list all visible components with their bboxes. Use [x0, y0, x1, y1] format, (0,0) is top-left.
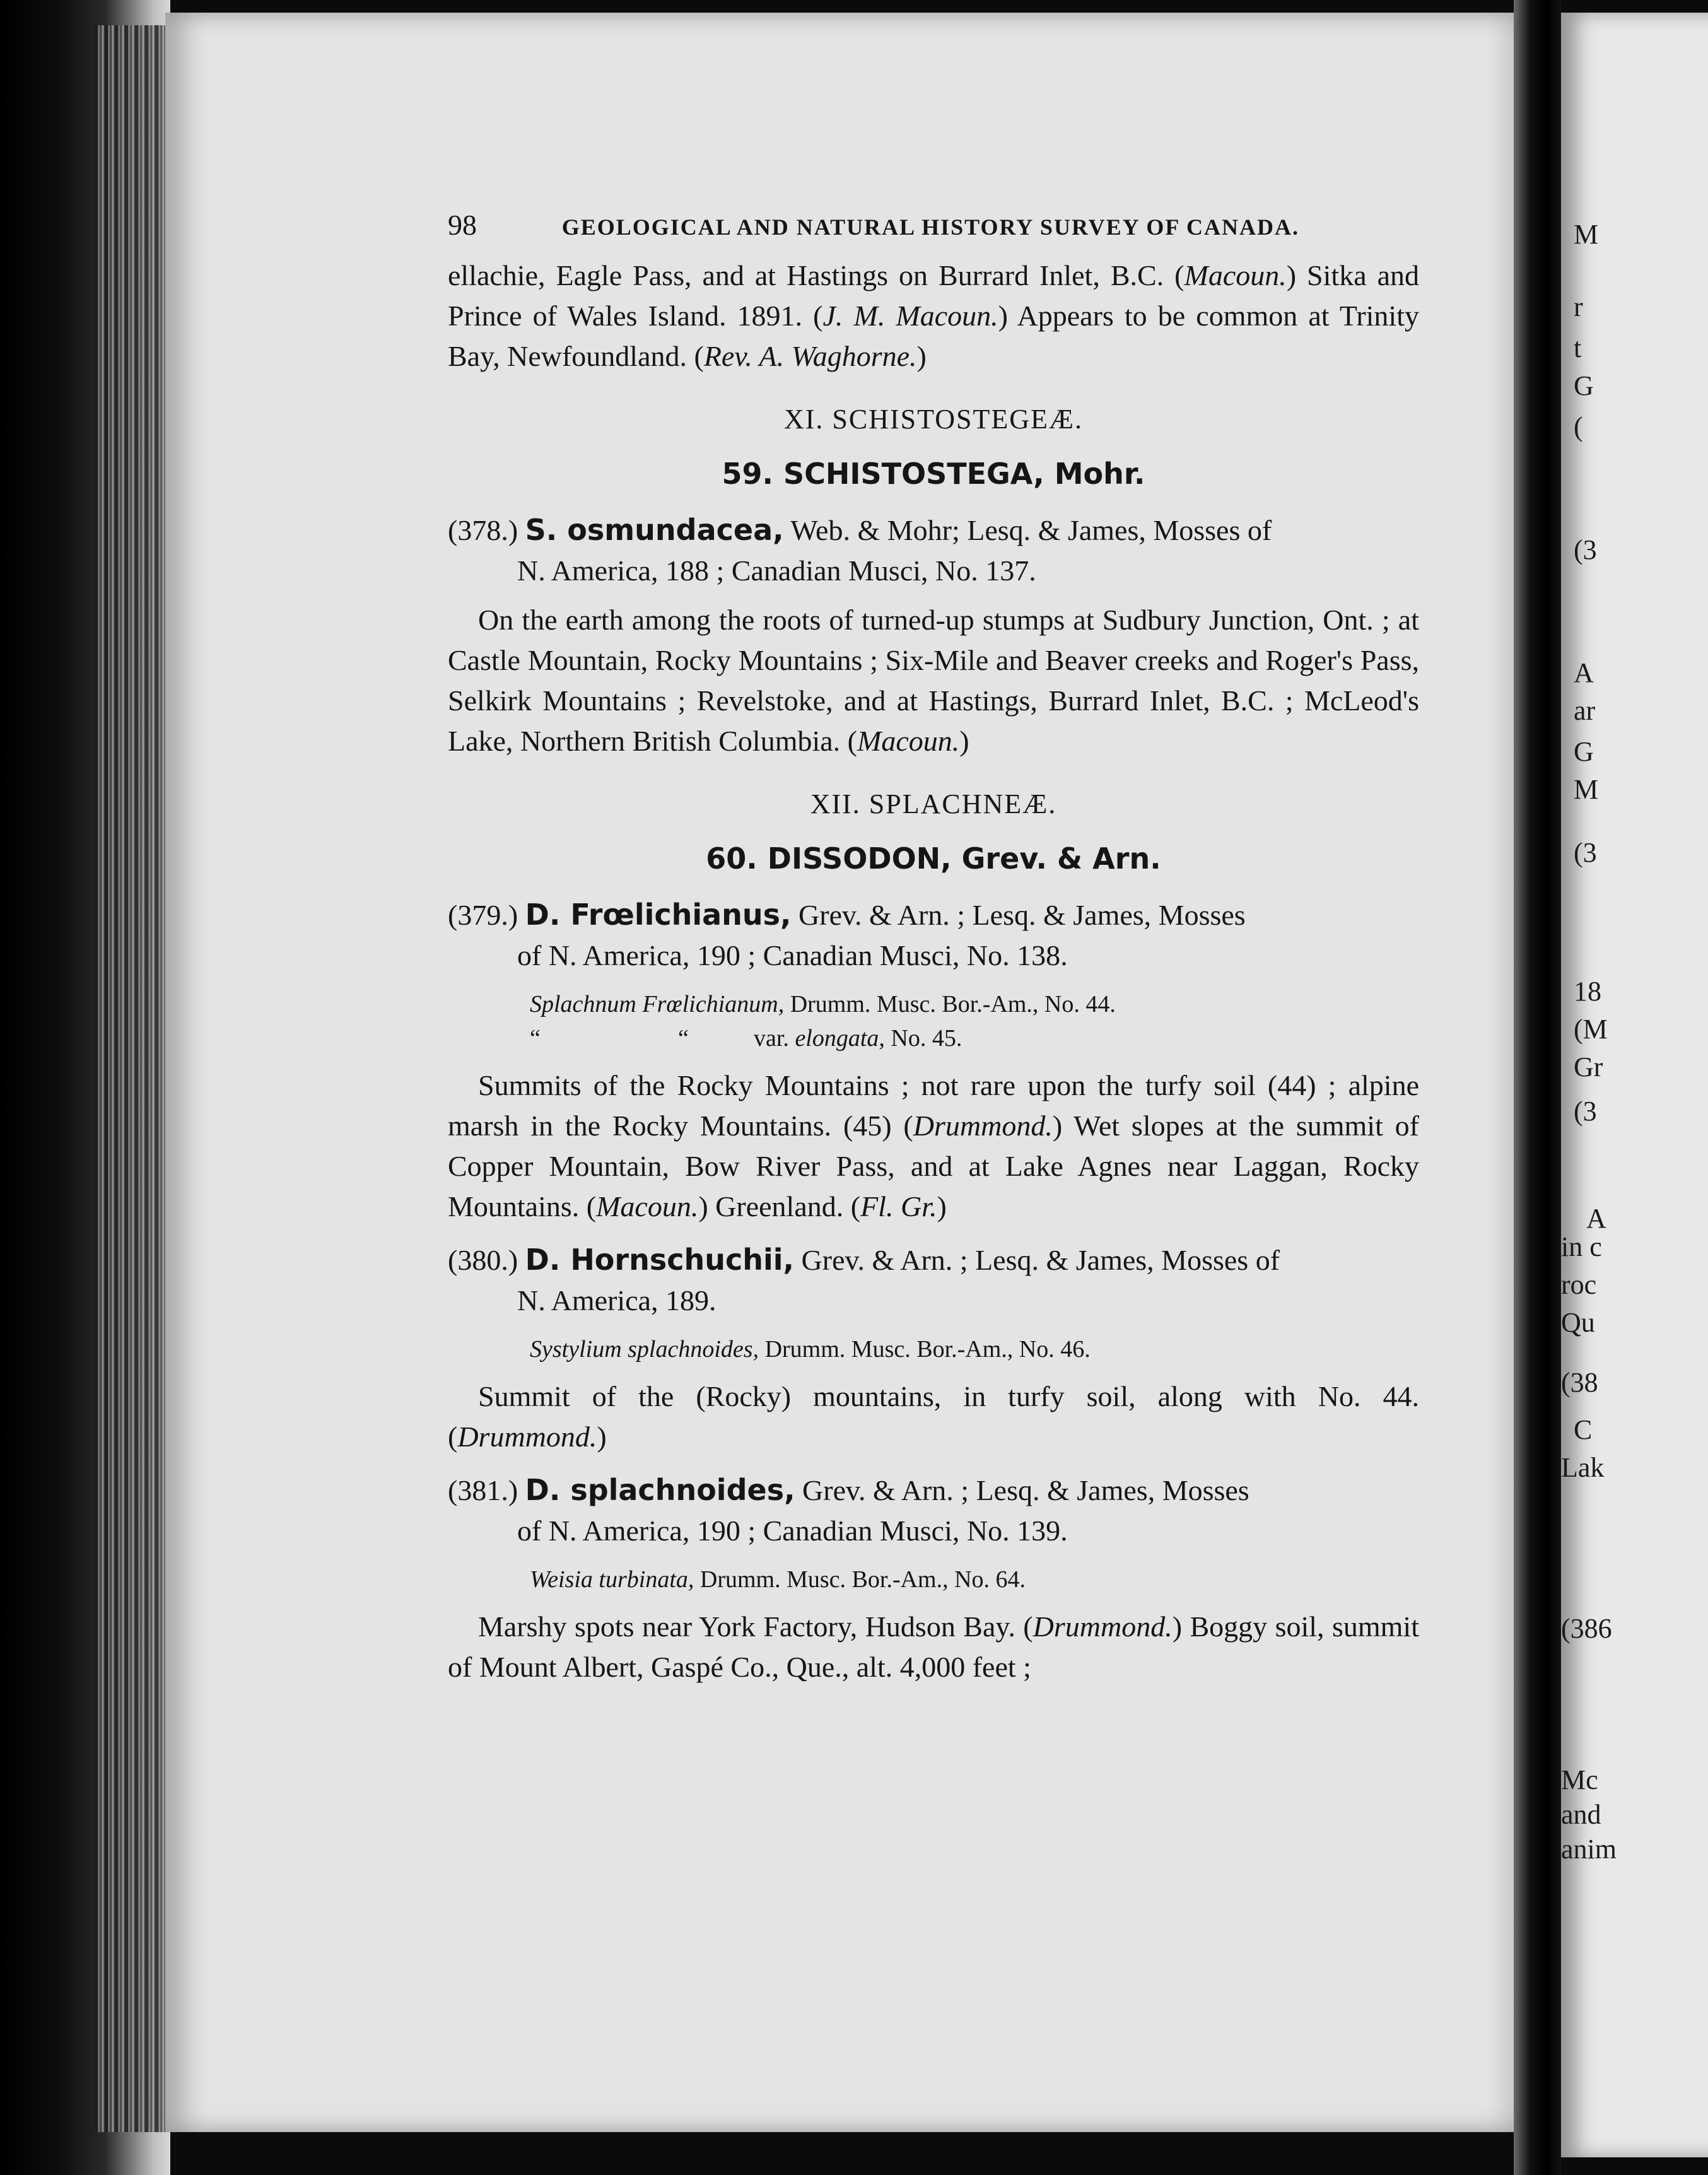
right-page-text-fragment: r [1574, 291, 1583, 322]
synonym-block-379: Splachnum Frœlichianum, Drumm. Musc. Bor.-Am., No. 44. “ “ var. elongata, No. 45. [530, 991, 1116, 1052]
right-page-text-fragment: ( [1574, 411, 1583, 442]
right-page-text-fragment: and [1561, 1799, 1601, 1830]
right-page-text-fragment: in c [1561, 1231, 1602, 1262]
right-page-text-fragment: 18 [1574, 976, 1601, 1007]
right-page-text-fragment: Mc [1561, 1764, 1598, 1795]
page-stack-edges [95, 25, 170, 2132]
right-page-text-fragment: Lak [1561, 1452, 1605, 1483]
running-header [448, 208, 1299, 242]
right-page-text-fragment: G [1574, 370, 1594, 401]
entry-number: (380.) [448, 1244, 518, 1276]
intro-paragraph: ellachie, Eagle Pass, and at Hastings on Burrard Inlet, B.C. (Macoun.) Sitka and Prince of Wales Island. 1891. (J. M. Macoun.) Appears to be common at Trinity Bay, Newfoundland. (Rev. A. Waghorne.) [448, 259, 1420, 372]
right-page-text-fragment: Gr [1574, 1052, 1603, 1082]
right-page-text-fragment: (38 [1561, 1367, 1598, 1398]
right-page-text-fragment: roc [1561, 1269, 1597, 1300]
right-page-text-fragment: A [1586, 1203, 1606, 1234]
species-entry-378: (378.) S. osmundacea, Web. & Mohr; Lesq. & James, Mosses of N. America, 188 ; Canadian Musci, No. 137. [448, 510, 1419, 591]
tribe-heading-schistostegeae: XI. SCHISTOSTEGEÆ. [783, 404, 1083, 435]
right-page-text-fragment: (3 [1574, 534, 1597, 565]
species-description-381: Marshy spots near York Factory, Hudson Bay. (Drummond.) Boggy soil, summit of Mount Albert, Gaspé Co., Que., alt. 4,000 feet ; [448, 1610, 1419, 1683]
entry-number: (381.) [448, 1474, 518, 1506]
right-page-text-fragment: (3 [1574, 837, 1597, 868]
synonym-block-380: Systylium splachnoides, Drumm. Musc. Bor.-Am., No. 46. [530, 1336, 1091, 1363]
species-name: D. Hornschuchii, [525, 1243, 795, 1277]
right-page-text-fragment: anim [1561, 1834, 1617, 1865]
entry-number: (379.) [448, 899, 518, 931]
right-page-text-fragment: Qu [1561, 1307, 1595, 1338]
right-page-text-fragment: (386 [1561, 1613, 1612, 1644]
right-page-text-fragment: (M [1574, 1014, 1608, 1045]
species-name: D. splachnoides, [525, 1473, 795, 1507]
species-entry-379: (379.) D. Frœlichianus, Grev. & Arn. ; Lesq. & James, Mosses of N. America, 190 ; Canadian Musci, No. 138. [448, 894, 1419, 976]
page-text [448, 208, 1419, 1687]
species-entry-381: (381.) D. splachnoides, Grev. & Arn. ; Lesq. & James, Mosses of N. America, 190 ; Canadian Musci, No. 139. [448, 1470, 1419, 1551]
species-description-379: Summits of the Rocky Mountains ; not rare upon the turfy soil (44) ; alpine marsh in the Rocky Mountains. (45) (Drummond.) Wet slopes at the summit of Copper Mountain, Bow River Pass, and at Lake Agnes near Laggan, Rocky Mountains. (Macoun.) Greenland. (Fl. Gr.) [448, 1069, 1420, 1222]
right-page-text-fragment: G [1574, 736, 1594, 767]
right-page-text-fragment: A [1574, 657, 1594, 688]
right-page-text-fragment: (3 [1574, 1096, 1597, 1127]
running-title: GEOLOGICAL AND NATURAL HISTORY SURVEY OF CANADA. [561, 214, 1299, 240]
species-entry-380: (380.) D. Hornschuchii, Grev. & Arn. ; Lesq. & James, Mosses of N. America, 189. [448, 1240, 1419, 1321]
right-page-text-fragment: t [1574, 332, 1582, 363]
synonym-block-381: Weisia turbinata, Drumm. Musc. Bor.-Am., No. 64. [530, 1566, 1026, 1593]
genus-heading-schistostega: 59. SCHISTOSTEGA, Mohr. [722, 457, 1145, 491]
book-gutter [1514, 0, 1561, 2175]
right-page-text-fragment: M [1574, 774, 1599, 805]
page-number: 98 [448, 209, 477, 241]
genus-heading-dissodon: 60. DISSODON, Grev. & Arn. [706, 841, 1161, 876]
species-description-380: Summit of the (Rocky) mountains, in turfy soil, along with No. 44. (Drummond.) [448, 1380, 1419, 1453]
right-page-fragment [1561, 13, 1708, 2157]
right-page-text-fragment: ar [1574, 695, 1596, 726]
entry-reference: N. America, 189. [517, 1284, 717, 1316]
entry-reference: of N. America, 190 ; Canadian Musci, No. 138. [517, 939, 1068, 971]
entry-reference: N. America, 188 ; Canadian Musci, No. 137. [517, 554, 1036, 587]
tribe-heading-splachneae: XII. SPLACHNEÆ. [810, 789, 1057, 819]
entry-number: (378.) [448, 514, 518, 546]
right-page-text-fragment: M [1574, 219, 1599, 250]
right-page-text-fragment: C [1574, 1414, 1593, 1445]
species-name: D. Frœlichianus, [525, 898, 792, 932]
entry-reference: of N. America, 190 ; Canadian Musci, No. 139. [517, 1515, 1068, 1547]
species-name: S. osmundacea, [525, 513, 784, 547]
species-description-378: On the earth among the roots of turned-up stumps at Sudbury Junction, Ont. ; at Castle Mountain, Rocky Mountains ; Six-Mile and Beaver creeks and Roger's Pass, Selkirk Mountains ; Revelstoke, and at Hastings, Burrard Inlet, B.C. ; McLeod's Lake, Northern British Columbia. (Macoun.) [448, 604, 1419, 757]
